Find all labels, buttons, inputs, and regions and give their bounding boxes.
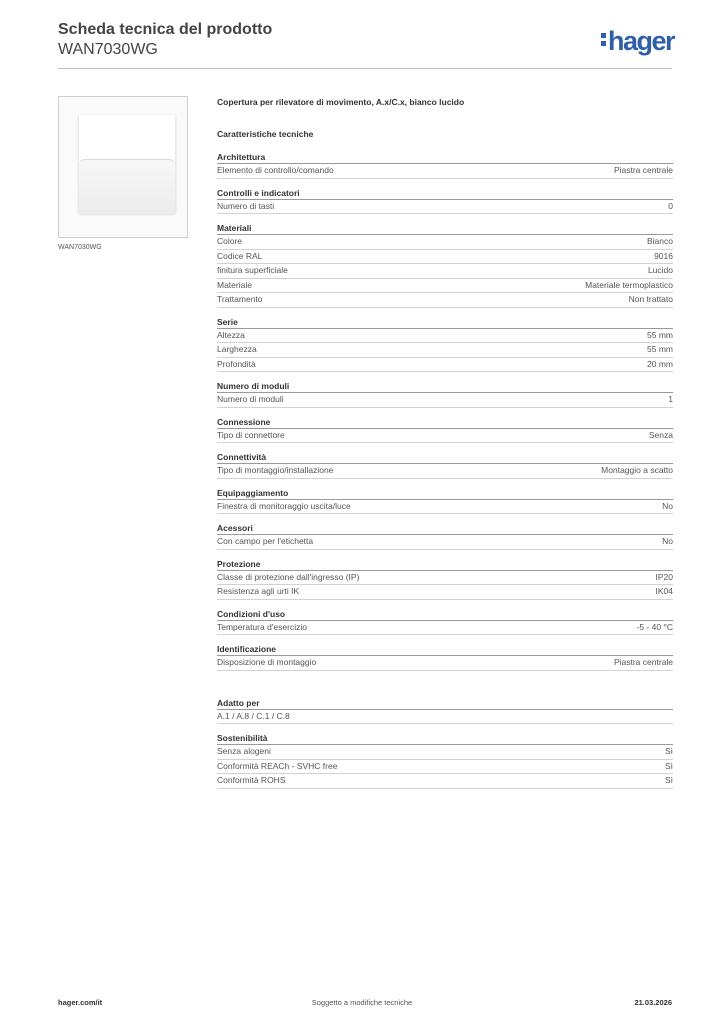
product-description: Copertura per rilevatore di movimento, A.x/C.x, bianco lucido [217,97,465,107]
spec-row [217,621,673,636]
spec-label: Senza alogeni [217,746,271,756]
spec-row [217,535,673,550]
spec-section [217,380,673,408]
spec-section [217,187,673,215]
spec-value: Piastra centrale [613,165,673,175]
footer-note: Soggetto a modifiche tecniche [311,998,413,1007]
logo-text: hager [607,26,674,56]
spec-row [217,656,673,671]
spec-value: 55 mm [647,344,673,354]
image-caption: WAN7030WG [58,244,102,251]
cover-plate-step-shape [79,159,175,214]
spec-label: Tipo di connettore [217,429,285,440]
spec-row [217,393,673,408]
spec-value: Montaggio a scatto [601,465,673,475]
section-title: Serie [217,316,673,329]
spec-section [217,451,673,479]
spec-section [217,316,673,373]
spec-label: Colore [217,236,243,246]
footer-website: hager.com/it [58,998,103,1007]
spec-label: Tipo di montaggio/installazione [217,465,334,475]
section-title: Condizioni d'uso [217,608,673,621]
spec-label: Codice RAL [217,250,263,261]
section-title: Connettività [217,451,673,464]
spec-row [217,760,673,775]
spec-row [217,279,673,294]
spec-label: Classe di protezione dall'ingresso (IP) [217,571,360,582]
spec-sections [217,151,673,671]
spec-value: 20 mm [647,358,673,369]
section-title: Protezione [217,558,673,571]
spec-value: IP20 [655,571,673,582]
spec-row [217,774,673,789]
section-title: Controlli e indicatori [217,187,673,200]
spec-label: finitura superficiale [217,265,288,275]
section-title: Acessori [217,522,673,535]
spec-row [217,264,673,279]
spec-section [217,732,673,789]
spec-label: Numero di tasti [217,200,275,211]
section-title: Identificazione [217,643,673,656]
spec-row [217,358,673,373]
spec-label: Numero di moduli [217,394,284,404]
section-title: Architettura [217,151,673,164]
spec-label: Resistenza agli urti IK [217,586,300,596]
section-title: Equipaggiamento [217,487,673,500]
spec-content [217,96,673,789]
section-title: Materiali [217,222,673,235]
spec-row [217,293,673,308]
spec-label: Temperatura d'esercizio [217,621,307,632]
spec-row [217,710,673,725]
section-title: Numero di moduli [217,380,673,393]
spec-row [217,745,673,760]
spec-row [217,235,673,250]
spec-label: A.1 / A.8 / C.1 / C.8 [217,710,290,721]
spec-value: No [662,500,673,511]
spec-row [217,500,673,515]
spec-label: Trattamento [217,294,263,304]
spec-label: Finestra di monitoraggio uscita/luce [217,500,351,511]
spec-value: 55 mm [647,329,673,340]
spec-section [217,643,673,671]
spec-row [217,464,673,479]
spec-value: Lucido [647,265,673,275]
page-title: Scheda tecnica del prodotto [58,21,273,38]
spec-section [217,222,673,308]
spec-value: No [662,536,673,546]
spec-row [217,585,673,600]
spec-label: Conformità REACh - SVHC free [217,760,338,771]
spec-label: Materiale [217,279,252,290]
product-code: WAN7030WG [58,41,158,58]
spec-row [217,571,673,586]
page-header [58,20,272,59]
section-title: Connessione [217,416,673,429]
spec-row [217,343,673,358]
spec-value: 0 [668,200,673,211]
spec-value: IK04 [655,586,673,596]
spec-value: -5 - 40 °C [636,621,673,632]
spec-value: Piastra centrale [613,657,673,667]
spec-value: Non trattato [628,294,673,304]
spec-label: Disposizione di montaggio [217,657,317,667]
spec-label: Conformità ROHS [217,775,286,785]
spec-section [217,522,673,550]
spec-row [217,200,673,215]
spec-row [217,250,673,265]
spec-label: Profondità [217,358,256,369]
spec-value: Bianco [647,236,673,246]
spec-label: Con campo per l'etichetta [217,536,314,546]
spec-row [217,329,673,344]
extra-sections [217,697,673,789]
hager-logo [601,26,674,56]
spec-value: Sì [664,746,673,756]
spec-value: 1 [668,394,673,404]
spec-value: Sì [664,760,673,771]
logo-dots-icon [601,30,606,49]
spec-section [217,608,673,636]
spec-row [217,164,673,179]
spec-value: Senza [648,429,673,440]
spec-section [217,487,673,515]
header-divider [58,68,672,69]
spec-label: Elemento di controllo/comando [217,165,334,175]
footer-date: 21.03.2026 [634,998,672,1007]
spec-section [217,151,673,179]
section-title: Adatto per [217,697,673,710]
spec-section [217,697,673,725]
tech-characteristics-title: Caratteristiche tecniche [217,129,314,139]
product-image [58,96,188,238]
spec-section [217,416,673,444]
spec-row [217,429,673,444]
section-title: Sostenibilità [217,732,673,745]
spec-label: Larghezza [217,344,257,354]
spec-section [217,558,673,600]
spec-value: Sì [664,775,673,785]
spec-label: Altezza [217,329,245,340]
spec-value: 9016 [654,250,673,261]
spec-value: Materiale termoplastico [585,279,673,290]
